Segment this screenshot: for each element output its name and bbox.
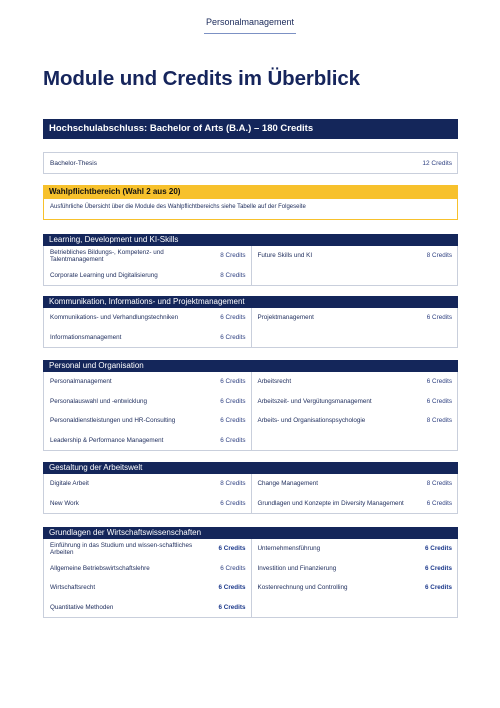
module-name: Informationsmanagement bbox=[50, 333, 122, 341]
module-credits: 6 Credits bbox=[426, 397, 452, 405]
right-column bbox=[251, 539, 458, 617]
module-name: Wirtschaftsrecht bbox=[50, 584, 96, 592]
thesis-row bbox=[43, 152, 458, 174]
module-row bbox=[44, 411, 251, 431]
module-name: Kostenrechnung und Controlling bbox=[257, 584, 348, 592]
module-name: Unternehmensführung bbox=[257, 545, 321, 553]
module-credits: 6 Credits bbox=[425, 584, 452, 592]
module-row bbox=[44, 539, 251, 559]
module-name: Grundlagen und Konzepte im Diversity Management bbox=[257, 499, 404, 507]
module-row bbox=[252, 578, 458, 598]
module-credits: 6 Credits bbox=[425, 564, 452, 572]
module-credits: 8 Credits bbox=[220, 480, 246, 488]
section-label-text: Personalmanagement bbox=[205, 17, 295, 27]
module-row bbox=[252, 559, 458, 579]
section-title: Grundlagen der Wirtschaftswissenschaften bbox=[43, 527, 458, 539]
thesis-name: Bachelor-Thesis bbox=[50, 159, 97, 167]
module-section bbox=[43, 527, 458, 618]
module-credits: 6 Credits bbox=[218, 584, 246, 592]
module-credits: 6 Credits bbox=[220, 314, 246, 322]
module-name: Personalmanagement bbox=[50, 378, 112, 386]
module-row bbox=[252, 246, 458, 266]
section-title: Kommunikation, Informations- und Projektmanagement bbox=[43, 296, 458, 308]
module-name: Change Management bbox=[257, 480, 319, 488]
module-row bbox=[44, 372, 251, 392]
module-row bbox=[44, 578, 251, 598]
module-row bbox=[44, 246, 251, 266]
module-row bbox=[252, 372, 458, 392]
module-row bbox=[44, 392, 251, 412]
left-column bbox=[44, 539, 251, 617]
module-name: Leadership & Performance Management bbox=[50, 436, 164, 444]
section-title: Gestaltung der Arbeitswelt bbox=[43, 462, 458, 474]
module-credits: 8 Credits bbox=[426, 252, 452, 260]
module-name: Future Skills und KI bbox=[257, 252, 313, 260]
module-name: Personalauswahl und -entwicklung bbox=[50, 397, 147, 405]
module-name: Einführung in das Studium und wissen-schaftliches Arbeiten bbox=[50, 541, 193, 556]
module-credits: 8 Credits bbox=[220, 271, 246, 279]
module-name: Corporate Learning und Digitalisierung bbox=[50, 271, 158, 279]
module-section bbox=[43, 462, 458, 514]
module-credits: 6 Credits bbox=[220, 499, 246, 507]
module-row bbox=[44, 328, 251, 348]
thesis-credits: 12 Credits bbox=[422, 159, 452, 167]
right-column bbox=[251, 474, 458, 513]
section-title: Personal und Organisation bbox=[43, 360, 458, 372]
module-row bbox=[252, 474, 458, 494]
section-label bbox=[0, 17, 500, 34]
module-row bbox=[44, 308, 251, 328]
module-credits: 6 Credits bbox=[220, 436, 246, 444]
right-column bbox=[251, 246, 458, 285]
section-title: Learning, Development und KI-Skills bbox=[43, 234, 458, 246]
module-row bbox=[252, 392, 458, 412]
module-name: Arbeits- und Organisationspsychologie bbox=[257, 417, 366, 425]
module-credits: 6 Credits bbox=[426, 314, 452, 322]
module-section bbox=[43, 296, 458, 348]
module-row bbox=[44, 474, 251, 494]
module-section bbox=[43, 234, 458, 286]
module-name: Betriebliches Bildungs-, Kompetenz- und Talentmanagement bbox=[50, 248, 164, 263]
module-row bbox=[252, 494, 458, 514]
module-name: Arbeitsrecht bbox=[257, 378, 292, 386]
page-title: Module und Credits im Überblick bbox=[43, 67, 360, 90]
right-column bbox=[251, 372, 458, 450]
module-name: Digitale Arbeit bbox=[50, 480, 89, 488]
module-row bbox=[44, 431, 251, 451]
section-label-underline bbox=[204, 33, 296, 34]
module-credits: 6 Credits bbox=[426, 378, 452, 386]
module-name: Allgemeine Betriebswirtschaftslehre bbox=[50, 564, 150, 572]
left-column bbox=[44, 474, 251, 513]
module-credits: 6 Credits bbox=[220, 378, 246, 386]
module-name: Quantitative Methoden bbox=[50, 603, 114, 611]
module-name: Investition und Finanzierung bbox=[257, 564, 337, 572]
module-row bbox=[44, 598, 251, 618]
wahlpflicht-note: Ausführliche Übersicht über die Module des Wahlpflichtbereichs siehe Tabelle auf der Folgeseite bbox=[43, 199, 458, 220]
left-column bbox=[44, 246, 251, 285]
wahlpflicht-header: Wahlpflichtbereich (Wahl 2 aus 20) bbox=[43, 185, 458, 199]
module-credits: 6 Credits bbox=[426, 499, 452, 507]
module-row bbox=[252, 411, 458, 431]
degree-banner: Hochschulabschluss: Bachelor of Arts (B.A.) – 180 Credits bbox=[43, 119, 458, 139]
module-name: Arbeitszeit- und Vergütungsmanagement bbox=[257, 397, 372, 405]
module-credits: 6 Credits bbox=[220, 417, 246, 425]
module-section bbox=[43, 360, 458, 451]
module-credits: 6 Credits bbox=[425, 545, 452, 553]
left-column bbox=[44, 372, 251, 450]
module-name: Kommunikations- und Verhandlungstechniken bbox=[50, 314, 179, 322]
module-credits: 6 Credits bbox=[218, 545, 246, 553]
module-credits: 6 Credits bbox=[218, 603, 246, 611]
module-row bbox=[44, 559, 251, 579]
module-name: New Work bbox=[50, 499, 79, 507]
module-row bbox=[44, 494, 251, 514]
left-column bbox=[44, 308, 251, 347]
module-row bbox=[252, 308, 458, 328]
right-column bbox=[251, 308, 458, 347]
module-credits: 6 Credits bbox=[220, 397, 246, 405]
module-credits: 6 Credits bbox=[220, 564, 246, 572]
module-name: Personaldienstleistungen und HR-Consulting bbox=[50, 417, 176, 425]
module-name: Projektmanagement bbox=[257, 314, 314, 322]
module-row bbox=[252, 539, 458, 559]
module-credits: 8 Credits bbox=[426, 417, 452, 425]
module-credits: 8 Credits bbox=[426, 480, 452, 488]
module-credits: 6 Credits bbox=[220, 333, 246, 341]
module-row bbox=[44, 266, 251, 286]
module-credits: 8 Credits bbox=[220, 252, 246, 260]
